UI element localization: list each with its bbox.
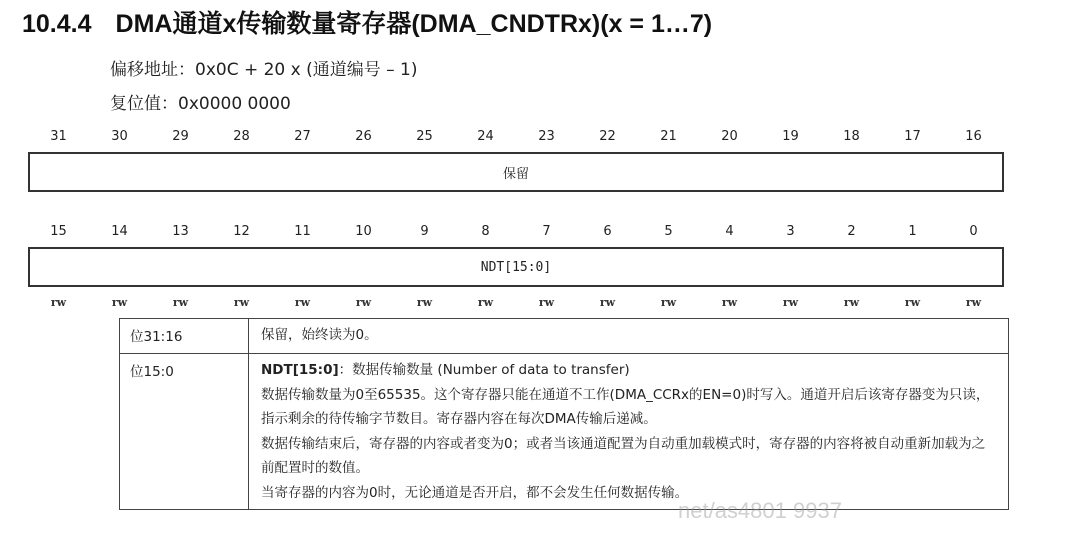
field-name: NDT[15:0]: [261, 362, 339, 378]
access-type: rw: [294, 296, 311, 309]
bit-number: 12: [233, 224, 250, 239]
bit-range-cell: 位31:16: [120, 319, 249, 354]
bit-number: 11: [294, 224, 311, 239]
bit-number: 28: [233, 129, 250, 144]
bit-number: 31: [50, 129, 67, 144]
bit-number: 24: [477, 129, 494, 144]
bit-number: 5: [664, 224, 673, 239]
bit-number: 26: [355, 129, 372, 144]
access-type: rw: [111, 296, 128, 309]
bit-number: 22: [599, 129, 616, 144]
bit-number: 0: [969, 224, 978, 239]
access-type: rw: [477, 296, 494, 309]
access-type: rw: [50, 296, 67, 309]
bit-number: 4: [725, 224, 734, 239]
access-type: rw: [904, 296, 921, 309]
access-type: rw: [721, 296, 738, 309]
bit-number: 14: [111, 224, 128, 239]
bit-number: 16: [965, 129, 982, 144]
bit-description-cell: 保留，始终读为0。: [249, 319, 1009, 354]
access-type: rw: [660, 296, 677, 309]
access-type: rw: [355, 296, 372, 309]
field-heading: [261, 358, 996, 383]
reserved-field-label: 保留: [502, 166, 529, 182]
bit-number: 17: [904, 129, 921, 144]
description-paragraph: 数据传输结束后，寄存器的内容或者变为0；或者当该通道配置为自动重加载模式时，寄存器的内容将被自动重新加载为之前配置时的数值。: [261, 435, 986, 476]
bit-number: 27: [294, 129, 311, 144]
access-type: rw: [843, 296, 860, 309]
bit-number: 25: [416, 129, 433, 144]
field-title: ：数据传输数量 (Number of data to transfer): [338, 362, 630, 378]
access-type: rw: [782, 296, 799, 309]
bit-number: 1: [908, 224, 917, 239]
bit-number: 19: [782, 129, 799, 144]
bit-number: 23: [538, 129, 555, 144]
bit-range-cell: 位15:0: [120, 354, 249, 510]
section-number: 10.4.4: [22, 10, 92, 38]
bit-number: 21: [660, 129, 677, 144]
description-paragraph: 当寄存器的内容为0时，无论通道是否开启，都不会发生任何数据传输。: [261, 484, 689, 501]
register-field-ndt: [28, 247, 1004, 287]
bit-description-table: [119, 318, 1009, 510]
bit-number: 8: [481, 224, 490, 239]
watermark: net/as4801 9937: [678, 498, 842, 523]
bit-description-cell: [249, 354, 1009, 510]
table-row: [120, 354, 1009, 510]
access-types: [28, 296, 1004, 312]
bit-number: 7: [542, 224, 551, 239]
reset-value: 复位值：0x0000 0000: [110, 94, 291, 114]
access-type: rw: [538, 296, 555, 309]
access-type: rw: [172, 296, 189, 309]
offset-address: 偏移地址：0x0C + 20 x (通道编号 – 1): [110, 60, 418, 80]
bit-numbers-high: [28, 129, 1004, 149]
access-type: rw: [233, 296, 250, 309]
bit-number: 29: [172, 129, 189, 144]
access-type: rw: [965, 296, 982, 309]
register-title: DMA通道x传输数量寄存器(DMA_CNDTRx)(x = 1…7): [115, 10, 713, 38]
bit-number: 9: [420, 224, 429, 239]
bit-number: 3: [786, 224, 795, 239]
table-row: [120, 319, 1009, 354]
ndt-field-label: NDT[15:0]: [480, 259, 552, 275]
access-type: rw: [599, 296, 616, 309]
page-title: [22, 4, 712, 40]
bit-number: 13: [172, 224, 189, 239]
bit-number: 2: [847, 224, 856, 239]
bit-number: 10: [355, 224, 372, 239]
bit-number: 30: [111, 129, 128, 144]
access-type: rw: [416, 296, 433, 309]
description-paragraph: 数据传输数量为0至65535。这个寄存器只能在通道不工作(DMA_CCRx的EN=0)时写入。通道开启后该寄存器变为只读，指示剩余的待传输字节数目。寄存器内容在每次DMA传输后递减。: [261, 386, 990, 427]
bit-number: 15: [50, 224, 67, 239]
register-field-reserved: [28, 152, 1004, 192]
bit-number: 18: [843, 129, 860, 144]
bit-number: 20: [721, 129, 738, 144]
bit-numbers-low: [28, 224, 1004, 244]
bit-number: 6: [603, 224, 612, 239]
